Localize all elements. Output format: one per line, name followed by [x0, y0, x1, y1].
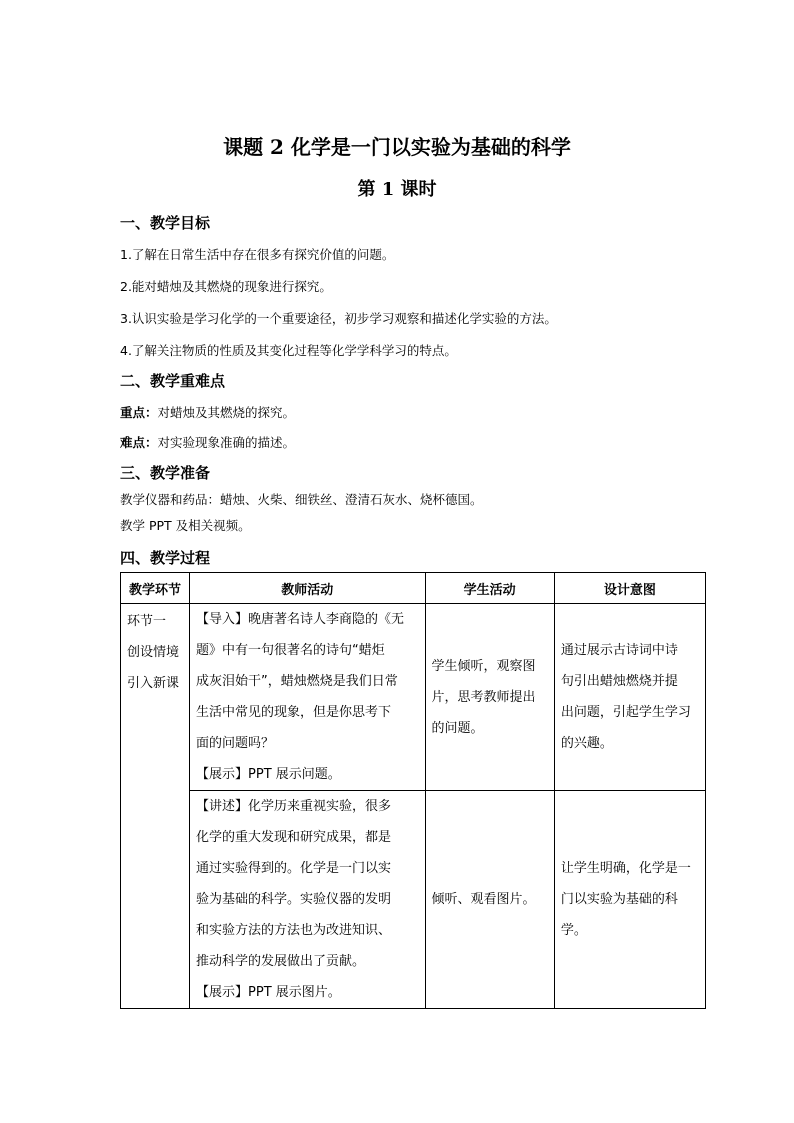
document-title: 课题 2 化学是一门以实验为基础的科学: [223, 135, 571, 159]
teacher-line: 【讲述】化学历来重视实验，很多: [196, 799, 392, 814]
design-intent-cell: [554, 791, 705, 1009]
teacher-line: 化学的重大发现和研究成果，都是: [196, 830, 392, 845]
key-point-text: 对蜡烛及其燃烧的探究。: [157, 405, 296, 420]
teacher-activity-cell: [190, 604, 426, 791]
student-line: 片，思考教师提出: [431, 689, 536, 705]
table-row: [121, 791, 706, 1009]
section-heading-objectives: 一、教学目标: [120, 214, 211, 232]
stage-line: 环节一: [127, 614, 167, 629]
teaching-process-table: [120, 572, 706, 1009]
teacher-activity-cell: [190, 791, 426, 1009]
intent-line: 通过展示古诗词中诗: [560, 643, 678, 658]
header-stage: 教学环节: [121, 573, 190, 604]
teacher-line: 通过实验得到的。化学是一门以实: [196, 861, 392, 876]
header-student-activity: 学生活动: [425, 573, 554, 604]
intent-line: 句引出蜡烛燃烧并提: [560, 674, 678, 689]
stage-cell: [121, 604, 190, 1009]
student-line: 的问题。: [431, 720, 484, 736]
teacher-line: 题》中有一句很著名的诗句“蜡炬: [196, 643, 385, 658]
teacher-line: 成灰泪始干”，蜡烛燃烧是我们日常: [196, 674, 398, 689]
section-heading-process: 四、教学过程: [120, 549, 211, 567]
objective-item-2: 2.能对蜡烛及其燃烧的现象进行探究。: [120, 279, 332, 294]
teacher-line: 和实验方法的方法也为改进知识、: [196, 923, 392, 938]
table-header-row: [121, 573, 706, 604]
intent-line: 门以实验为基础的科: [560, 892, 678, 907]
intent-line: 学。: [560, 923, 587, 938]
lesson-period-subtitle: 第 1 课时: [357, 179, 437, 200]
header-design-intent: 设计意图: [554, 573, 705, 604]
section-heading-key-points: 二、教学重难点: [120, 372, 226, 390]
intent-line: 出问题，引起学生学习: [560, 705, 691, 720]
difficult-point-label: 难点：: [120, 435, 158, 450]
student-activity-cell: [425, 791, 554, 1009]
teacher-line: 【展示】PPT 展示问题。: [196, 767, 341, 782]
key-point-line: [120, 403, 295, 421]
student-line: 倾听、观看图片。: [431, 892, 536, 907]
student-line: 学生倾听，观察图: [431, 658, 536, 674]
difficult-point-line: [120, 433, 295, 451]
header-teacher-activity: 教师活动: [190, 573, 426, 604]
student-activity-cell: [425, 604, 554, 791]
teacher-line: 推动科学的发展做出了贡献。: [196, 954, 366, 969]
teacher-line: 【展示】PPT 展示图片。: [196, 985, 341, 1000]
preparation-materials: 教学仪器和药品：蜡烛、火柴、细铁丝、澄清石灰水、烧杯德国。: [120, 492, 483, 507]
teacher-line: 面的问题吗？: [196, 736, 275, 751]
teacher-line: 【导入】晚唐著名诗人李商隐的《无: [196, 612, 405, 627]
stage-line: 创设情境: [127, 645, 180, 660]
section-heading-preparation: 三、教学准备: [120, 464, 211, 482]
key-point-label: 重点：: [120, 405, 158, 420]
objective-item-1: 1.了解在日常生活中存在很多有探究价值的问题。: [120, 247, 395, 262]
difficult-point-text: 对实验现象准确的描述。: [157, 435, 296, 450]
teacher-line: 生活中常见的现象，但是你思考下: [196, 705, 392, 720]
teacher-line: 验为基础的科学。实验仪器的发明: [196, 892, 392, 907]
table-row: [121, 604, 706, 791]
design-intent-cell: [554, 604, 705, 791]
intent-line: 让学生明确，化学是一: [560, 861, 691, 876]
stage-line: 引入新课: [127, 676, 180, 691]
objective-item-3: 3.认识实验是学习化学的一个重要途径，初步学习观察和描述化学实验的方法。: [120, 311, 557, 326]
preparation-media: 教学 PPT 及相关视频。: [120, 518, 251, 533]
objective-item-4: 4.了解关注物质的性质及其变化过程等化学学科学习的特点。: [120, 343, 457, 358]
intent-line: 的兴趣。: [560, 736, 613, 751]
